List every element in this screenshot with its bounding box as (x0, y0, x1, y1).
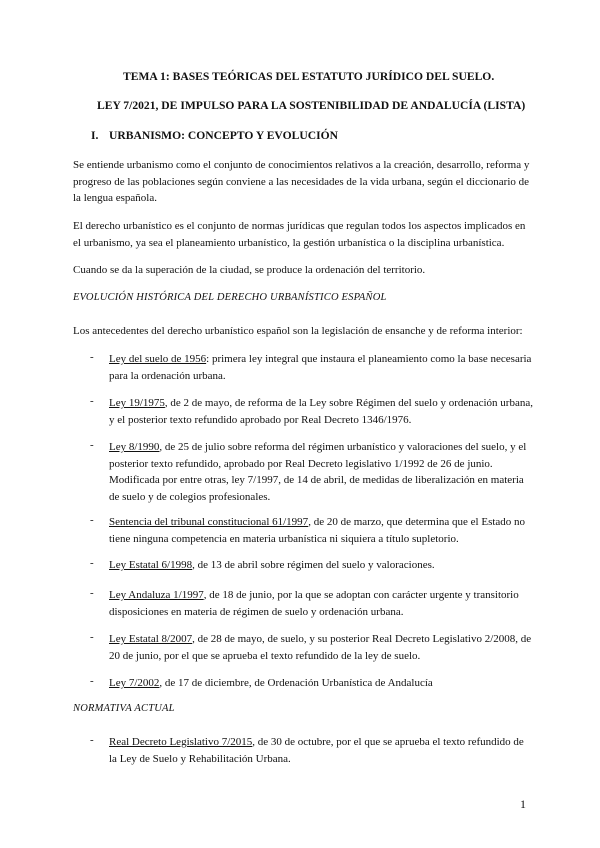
list-item-text: , de 30 de octubre, por el que se aprueba el texto refundido de la Ley de Suelo y Rehabilitación Urbana. (109, 736, 524, 765)
list-dash: - (90, 557, 94, 569)
subheading-evolucion: EVOLUCIÓN HISTÓRICA DEL DERECHO URBANÍSTICO ESPAÑOL (73, 292, 387, 303)
list-item-text: , de 2 de mayo, de reforma de la Ley sobre Régimen del suelo y ordenación urbana, y el posterior texto refundido aprobado por Real Decreto 1346/1976. (109, 397, 533, 426)
list-item-text: , de 13 de abril sobre régimen del suelo y valoraciones. (192, 559, 435, 571)
list-item (109, 557, 534, 574)
law-link: Ley 19/1975 (109, 397, 165, 409)
document-subtitle: LEY 7/2021, DE IMPULSO PARA LA SOSTENIBILIDAD DE ANDALUCÍA (LISTA) (97, 99, 526, 112)
law-link: Ley del suelo de 1956 (109, 353, 207, 365)
paragraph-definition: Se entiende urbanismo como el conjunto de conocimientos relativos a la creación, desarrollo, reforma y progreso de las poblaciones según conviene a las necesidades de la vida urbana, según el diccionario de la lengua española. (73, 159, 530, 204)
list-dash: - (90, 734, 94, 746)
list-dash: - (90, 587, 94, 599)
subheading-normativa: NORMATIVA ACTUAL (73, 703, 175, 714)
law-link: Ley 7/2002 (109, 677, 160, 689)
list-item (109, 395, 534, 428)
paragraph-intro: Los antecedentes del derecho urbanístico español son la legislación de ensanche y de reforma interior: (73, 325, 523, 337)
list-item (109, 734, 534, 767)
law-link: Real Decreto Legislativo 7/2015 (109, 736, 253, 748)
paragraph-derecho: El derecho urbanístico es el conjunto de normas jurídicas que regulan todos los aspectos implicados en el urbanismo, ya sea el planeamiento urbanístico, la gestión urbanística o la disciplina urbanística. (73, 220, 526, 249)
law-link: Ley Andaluza 1/1997 (109, 589, 204, 601)
list-dash: - (90, 631, 94, 643)
section-title: URBANISMO: CONCEPTO Y EVOLUCIÓN (109, 129, 338, 142)
list-dash: - (90, 395, 94, 407)
list-item (109, 514, 534, 547)
paragraph-territorio: Cuando se da la superación de la ciudad, se produce la ordenación del territorio. (73, 264, 426, 276)
law-link: Ley Estatal 8/2007 (109, 633, 193, 645)
list-item-text: , de 20 de marzo, que determina que el Estado no tiene ninguna competencia en materia urbanística ni siquiera a título supletorio. (109, 516, 526, 545)
list-item (109, 587, 534, 620)
list-item-text: , de 18 de junio, por la que se adoptan con carácter urgente y transitorio disposiciones en materia de régimen de suelo y ordenación urbana. (109, 589, 519, 618)
list-item (109, 675, 534, 692)
list-item (109, 351, 534, 384)
page-number: 1 (520, 797, 526, 811)
list-item-text: , de 17 de diciembre, de Ordenación Urbanística de Andalucía (159, 677, 433, 689)
law-link: Ley Estatal 6/1998 (109, 559, 193, 571)
list-dash: - (90, 514, 94, 526)
section-number: I. (91, 129, 99, 142)
list-dash: - (90, 675, 94, 687)
list-item-text: , de 25 de julio sobre reforma del régimen urbanístico y valoraciones del suelo, y el posterior texto refundido, aprobado por Real Decreto legislativo 1/1992 de 26 de junio. Modificada por entre otras, ley 7/1997, de 14 de abril, de medidas de liberalización en materia de suelo y de colegios profesionales. (109, 441, 527, 503)
list-item (109, 439, 534, 505)
list-dash: - (90, 439, 94, 451)
list-item-text: : primera ley integral que instaura el planeamiento como la base necesaria para la ordenación urbana. (109, 353, 532, 382)
law-link: Sentencia del tribunal constitucional 61/1997 (109, 516, 309, 528)
law-link: Ley 8/1990 (109, 441, 160, 453)
document-title: TEMA 1: BASES TEÓRICAS DEL ESTATUTO JURÍDICO DEL SUELO. (123, 70, 495, 83)
list-dash: - (90, 351, 94, 363)
list-item (109, 631, 534, 664)
list-item-text: , de 28 de mayo, de suelo, y su posterior Real Decreto Legislativo 2/2008, de 20 de junio, por el que se aprueba el texto refundido de la ley de suelo. (109, 633, 532, 662)
